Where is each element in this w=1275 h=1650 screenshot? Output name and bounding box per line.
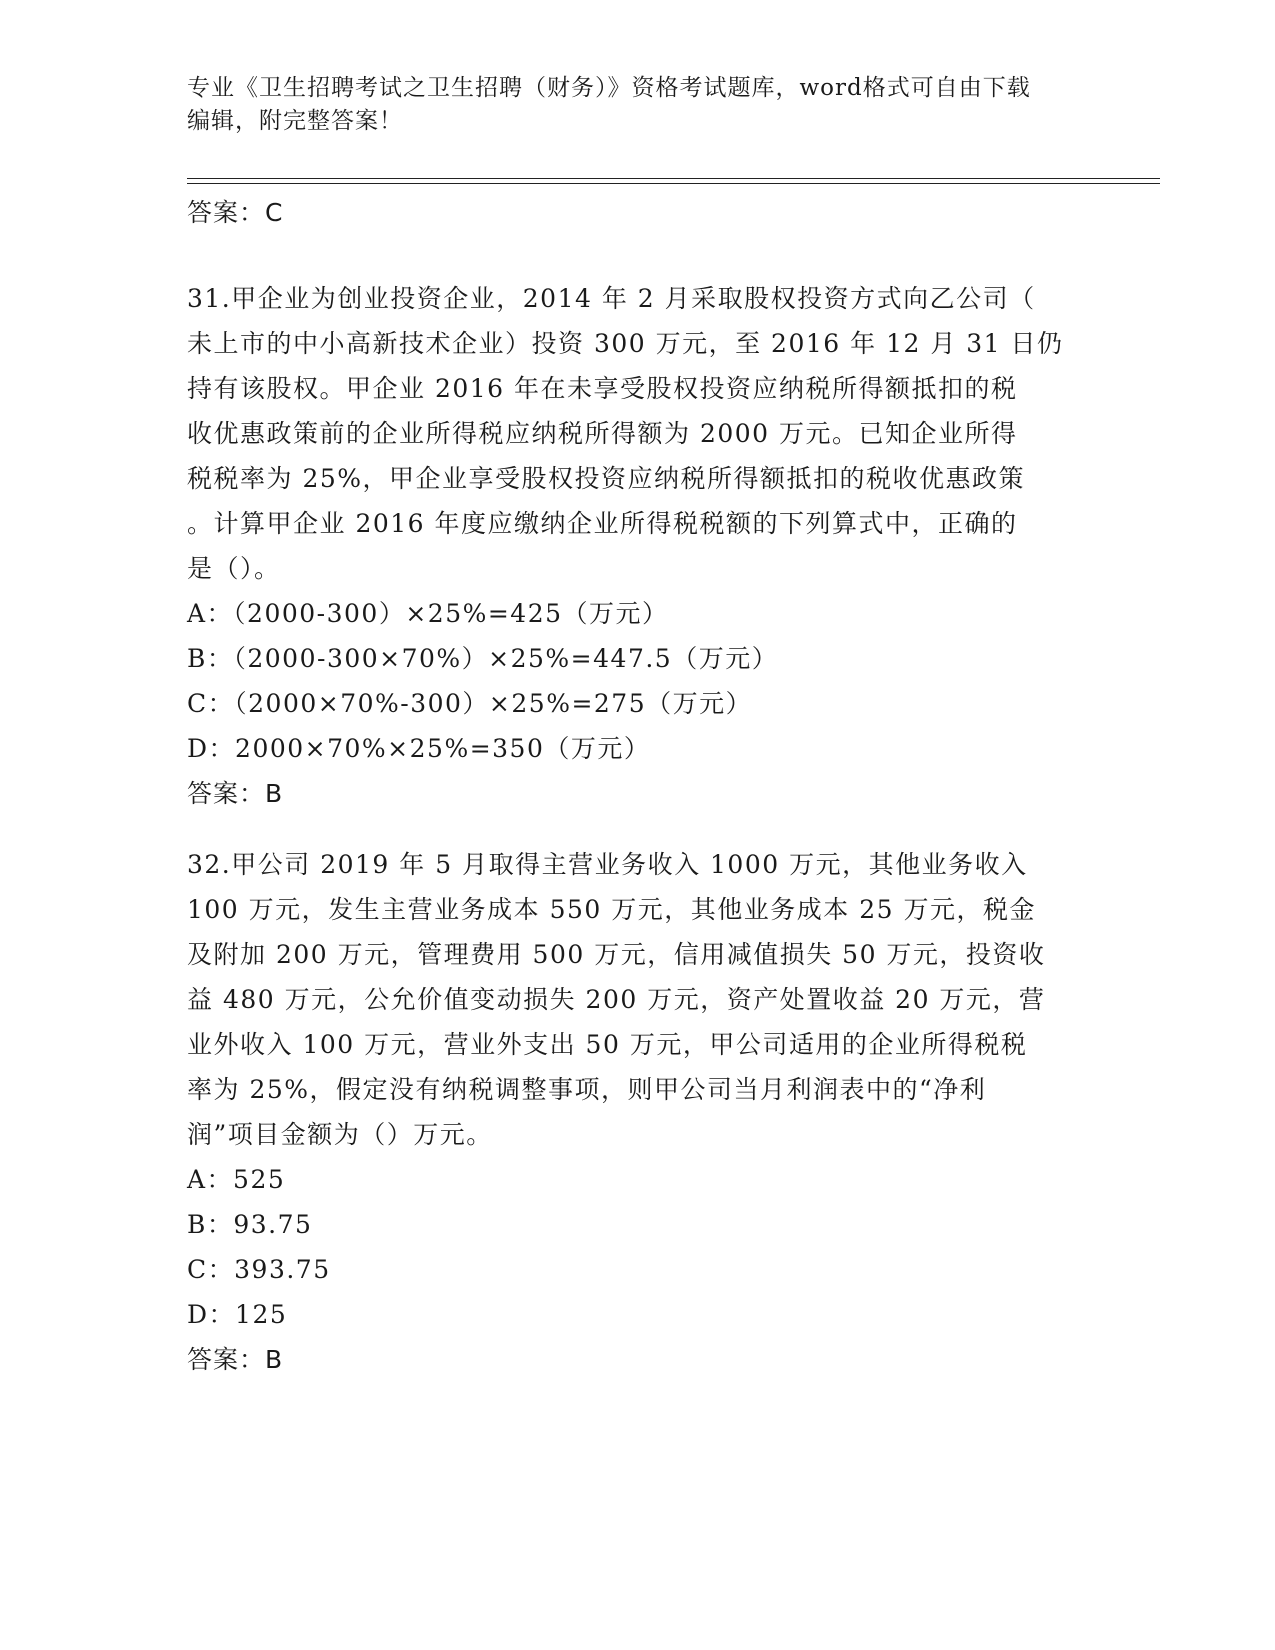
document-header: [187, 72, 1067, 138]
option-c: C：393.75: [187, 1255, 331, 1284]
question-line: 收优惠政策前的企业所得税应纳税所得额为 2000 万元。已知企业所得: [187, 419, 1018, 448]
option-d: D：125: [187, 1300, 288, 1329]
question-line: 。计算甲企业 2016 年度应缴纳企业所得税税额的下列算式中，正确的: [187, 509, 1018, 538]
question-line: 率为 25%，假定没有纳税调整事项，则甲公司当月利润表中的“净利: [187, 1075, 987, 1104]
question-line: 100 万元，发生主营业务成本 550 万元，其他业务成本 25 万元，税金: [187, 895, 1036, 924]
question-line: 及附加 200 万元，管理费用 500 万元，信用减值损失 50 万元，投资收: [187, 940, 1046, 969]
option-a: A：525: [187, 1165, 286, 1194]
option-b: B：（2000-300×70%）×25%=447.5（万元）: [187, 644, 779, 673]
question-line: 32.甲公司 2019 年 5 月取得主营业务收入 1000 万元，其他业务收入: [187, 850, 1028, 879]
option-c: C：（2000×70%-300）×25%=275（万元）: [187, 689, 753, 718]
question-line: 31.甲企业为创业投资企业，2014 年 2 月采取股权投资方式向乙公司（: [187, 284, 1036, 313]
answer: 答案：B: [187, 1345, 284, 1374]
question-line: 益 480 万元，公允价值变动损失 200 万元，资产处置收益 20 万元，营: [187, 985, 1046, 1014]
question-31-text: [187, 276, 1087, 591]
question-line: 业外收入 100 万元，营业外支出 50 万元，甲公司适用的企业所得税税: [187, 1030, 1028, 1059]
header-divider-top: [187, 178, 1160, 179]
question-32-text: [187, 842, 1087, 1157]
question-31: [187, 276, 1087, 816]
option-d: D：2000×70%×25%=350（万元）: [187, 734, 651, 763]
answer: 答案：B: [187, 779, 284, 808]
header-divider-bottom: [187, 183, 1160, 184]
question-line: 润”项目金额为（）万元。: [187, 1120, 493, 1149]
question-line: 持有该股权。甲企业 2016 年在未享受股权投资应纳税所得额抵扣的税: [187, 374, 1018, 403]
question-line: 税税率为 25%，甲企业享受股权投资应纳税所得额抵扣的税收优惠政策: [187, 464, 1026, 493]
header-line-1: 专业《卫生招聘考试之卫生招聘（财务）》资格考试题库，word格式可自由下载: [187, 75, 1031, 101]
option-a: A：（2000-300）×25%=425（万元）: [187, 599, 669, 628]
question-32: [187, 842, 1087, 1382]
header-line-2: 编辑，附完整答案！: [187, 108, 403, 134]
question-line: 未上市的中小高新技术企业）投资 300 万元，至 2016 年 12 月 31 日仍: [187, 329, 1064, 358]
option-b: B：93.75: [187, 1210, 313, 1239]
previous-answer: 答案：C: [187, 198, 284, 227]
question-line: 是（）。: [187, 554, 281, 583]
